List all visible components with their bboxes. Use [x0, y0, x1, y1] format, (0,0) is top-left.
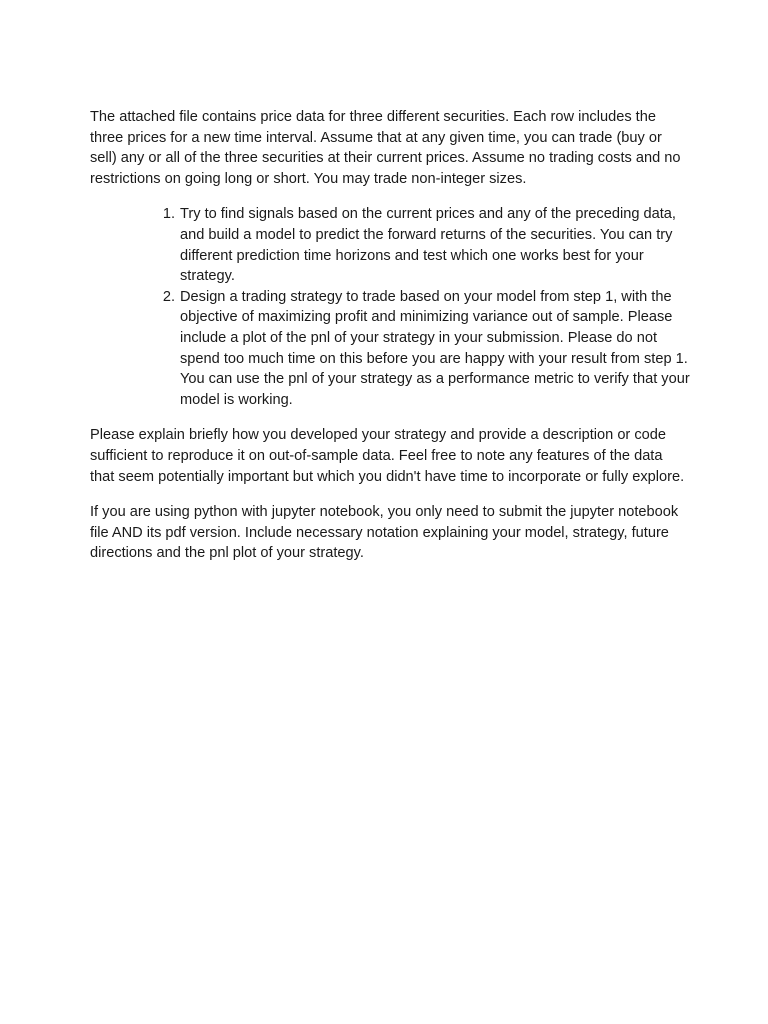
- list-item: [162, 287, 690, 411]
- submission-paragraph: If you are using python with jupyter notebook, you only need to submit the jupyter notebook file AND its pdf version. Include necessary notation explaining your model, strategy, future directions and the pnl plot of your strategy.: [90, 504, 679, 562]
- explanation-paragraph: Please explain briefly how you developed your strategy and provide a description or code sufficient to reproduce it on out-of-sample data. Feel free to note any features of the data that seem potentially important but which you didn't have time to incorporate or fully explore.: [90, 427, 685, 485]
- steps-list: [90, 204, 690, 410]
- list-item: [162, 204, 690, 286]
- list-item-number: 2.: [162, 288, 175, 305]
- list-item-text: Design a trading strategy to trade based on your model from step 1, with the objective of maximizing profit and minimizing variance out of sample. Please include a plot of the pnl of your strategy in your submission. Please do not spend too much time on this before you are happy with your result from step 1. You can use the pnl of your strategy as a performance metric to verify that your model is working.: [180, 288, 690, 408]
- list-item-text: Try to find signals based on the current prices and any of the preceding data, and build a model to predict the forward returns of the securities. You can try different prediction time horizons and test which one works best for your strategy.: [180, 206, 676, 285]
- intro-paragraph: The attached file contains price data for three different securities. Each row includes the three prices for a new time interval. Assume that at any given time, you can trade (buy or sell) any or all of the three securities at their current prices. Assume no trading costs and no restrictions on going long or short. You may trade non-integer sizes.: [90, 109, 681, 187]
- list-item-number: 1.: [162, 206, 175, 223]
- document-page: [90, 107, 690, 579]
